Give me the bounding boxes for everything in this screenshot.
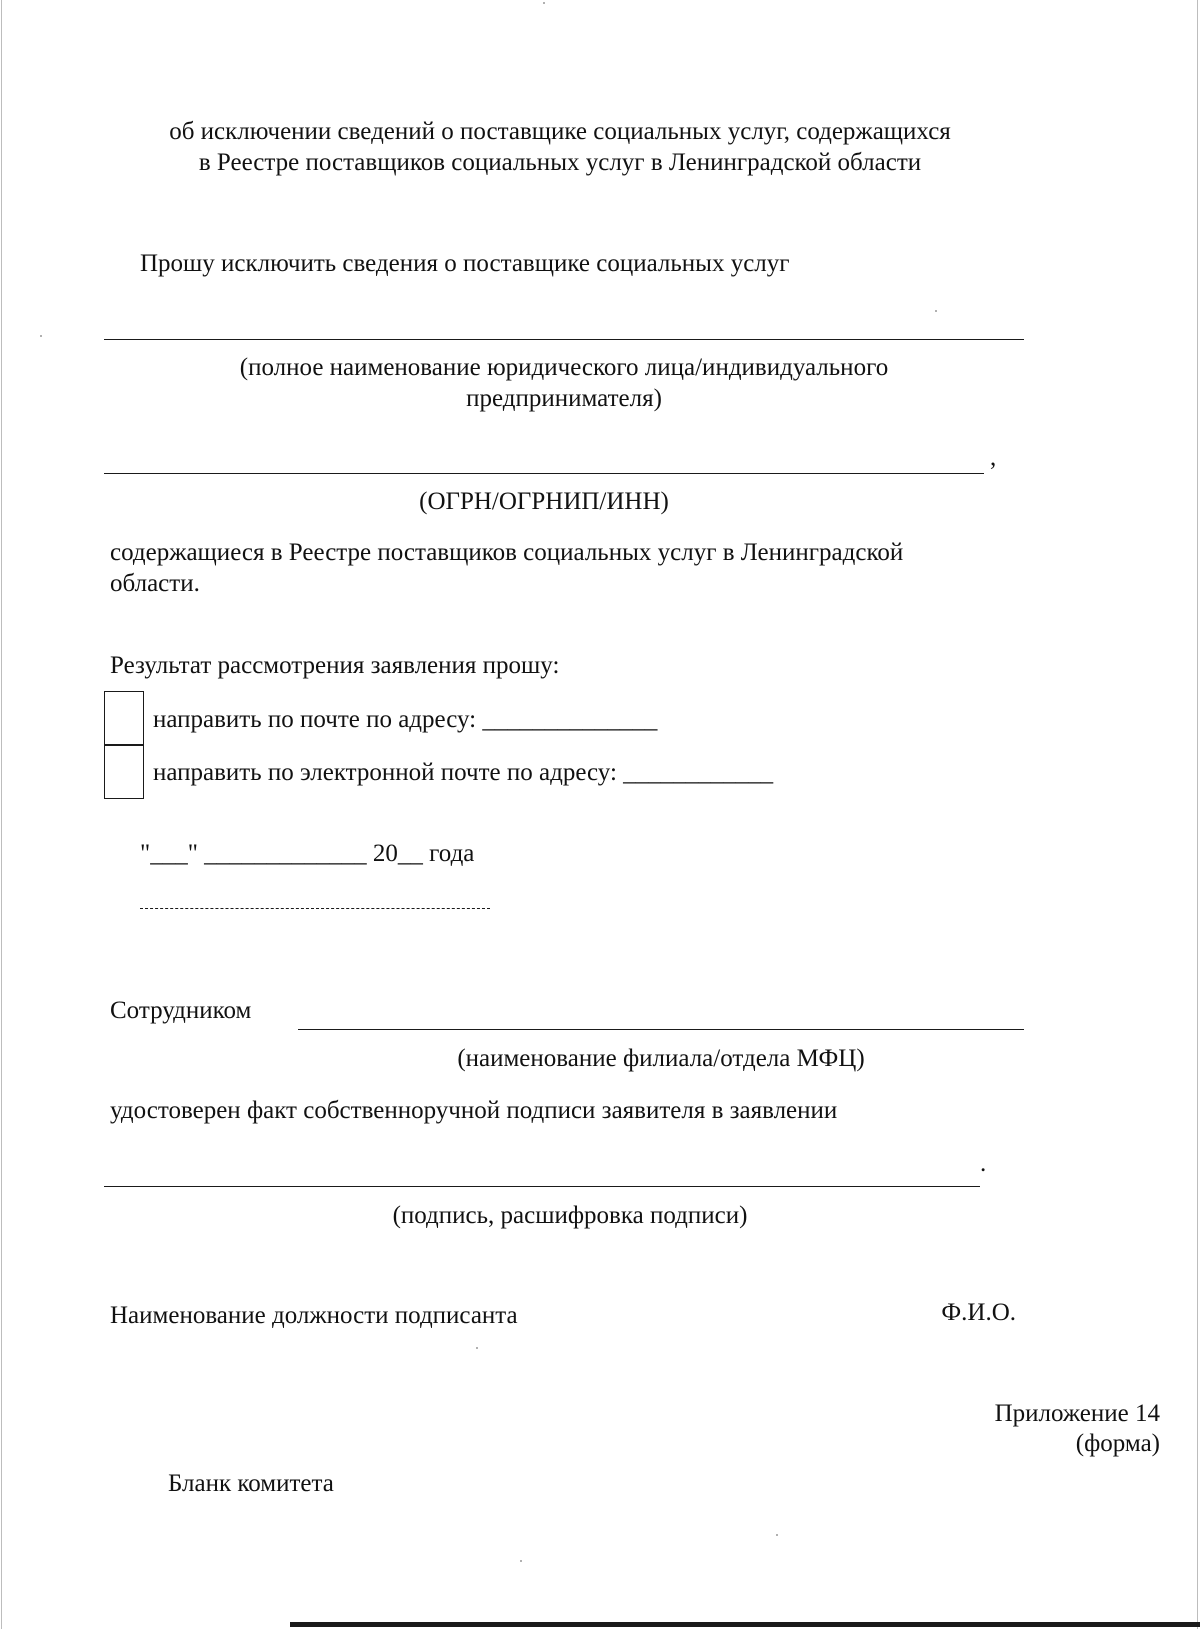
- branch-name-field[interactable]: [298, 1029, 1024, 1030]
- scan-speck: [476, 1347, 478, 1349]
- registry-text-line-1: содержащиеся в Реестре поставщиков социальных услуг в Ленинградской: [110, 539, 904, 566]
- scan-left-edge: [1, 0, 2, 1629]
- applicant-signature-line[interactable]: [140, 908, 490, 909]
- email-delivery-checkbox[interactable]: [104, 745, 144, 799]
- comma-mark: ,: [990, 444, 997, 471]
- scan-speck: [520, 1560, 522, 1562]
- registry-text-line-2: области.: [110, 570, 200, 597]
- signature-caption: (подпись, расшифровка подписи): [392, 1202, 748, 1229]
- provider-name-field[interactable]: [104, 339, 1024, 340]
- employee-label: Сотрудником: [110, 997, 252, 1024]
- signatory-position-label: Наименование должности подписанта: [110, 1302, 518, 1329]
- result-label: Результат рассмотрения заявления прошу:: [110, 652, 560, 679]
- scan-right-edge: [1197, 0, 1198, 1629]
- scan-speck: [40, 335, 42, 337]
- header-line-1: об исключении сведений о поставщике социальных услуг, содержащихся: [169, 118, 951, 145]
- scan-bottom-edge: [290, 1622, 1200, 1627]
- period-mark: .: [980, 1150, 987, 1177]
- header-line-2: в Реестре поставщиков социальных услуг в Ленинградской области: [198, 149, 922, 176]
- ogrn-inn-field[interactable]: [104, 473, 984, 474]
- signature-fact-text: удостоверен факт собственноручной подписи заявителя в заявлении: [110, 1097, 838, 1124]
- appendix-number: Приложение 14: [994, 1400, 1160, 1427]
- provider-name-caption-line-2: предпринимателя): [466, 385, 662, 412]
- post-delivery-checkbox[interactable]: [104, 691, 144, 745]
- employee-signature-field[interactable]: [104, 1186, 980, 1187]
- scan-speck: [935, 310, 937, 312]
- signatory-fio-label: Ф.И.О.: [941, 1299, 1016, 1326]
- date-field[interactable]: "___" _____________ 20__ года: [140, 840, 475, 867]
- scan-speck: [543, 2, 545, 4]
- ogrn-inn-caption: (ОГРН/ОГРНИП/ИНН): [419, 488, 669, 515]
- scan-speck: [776, 1534, 778, 1536]
- appendix-form-label: (форма): [1075, 1430, 1160, 1457]
- post-delivery-label: направить по почте по адресу: ______________: [153, 706, 658, 733]
- email-delivery-label: направить по электронной почте по адресу: ____________: [153, 759, 774, 786]
- letterhead-label: Бланк комитета: [168, 1470, 334, 1497]
- provider-name-caption-line-1: (полное наименование юридического лица/индивидуального: [239, 354, 889, 381]
- branch-name-caption: (наименование филиала/отдела МФЦ): [457, 1045, 865, 1072]
- request-intro: Прошу исключить сведения о поставщике социальных услуг: [140, 250, 790, 277]
